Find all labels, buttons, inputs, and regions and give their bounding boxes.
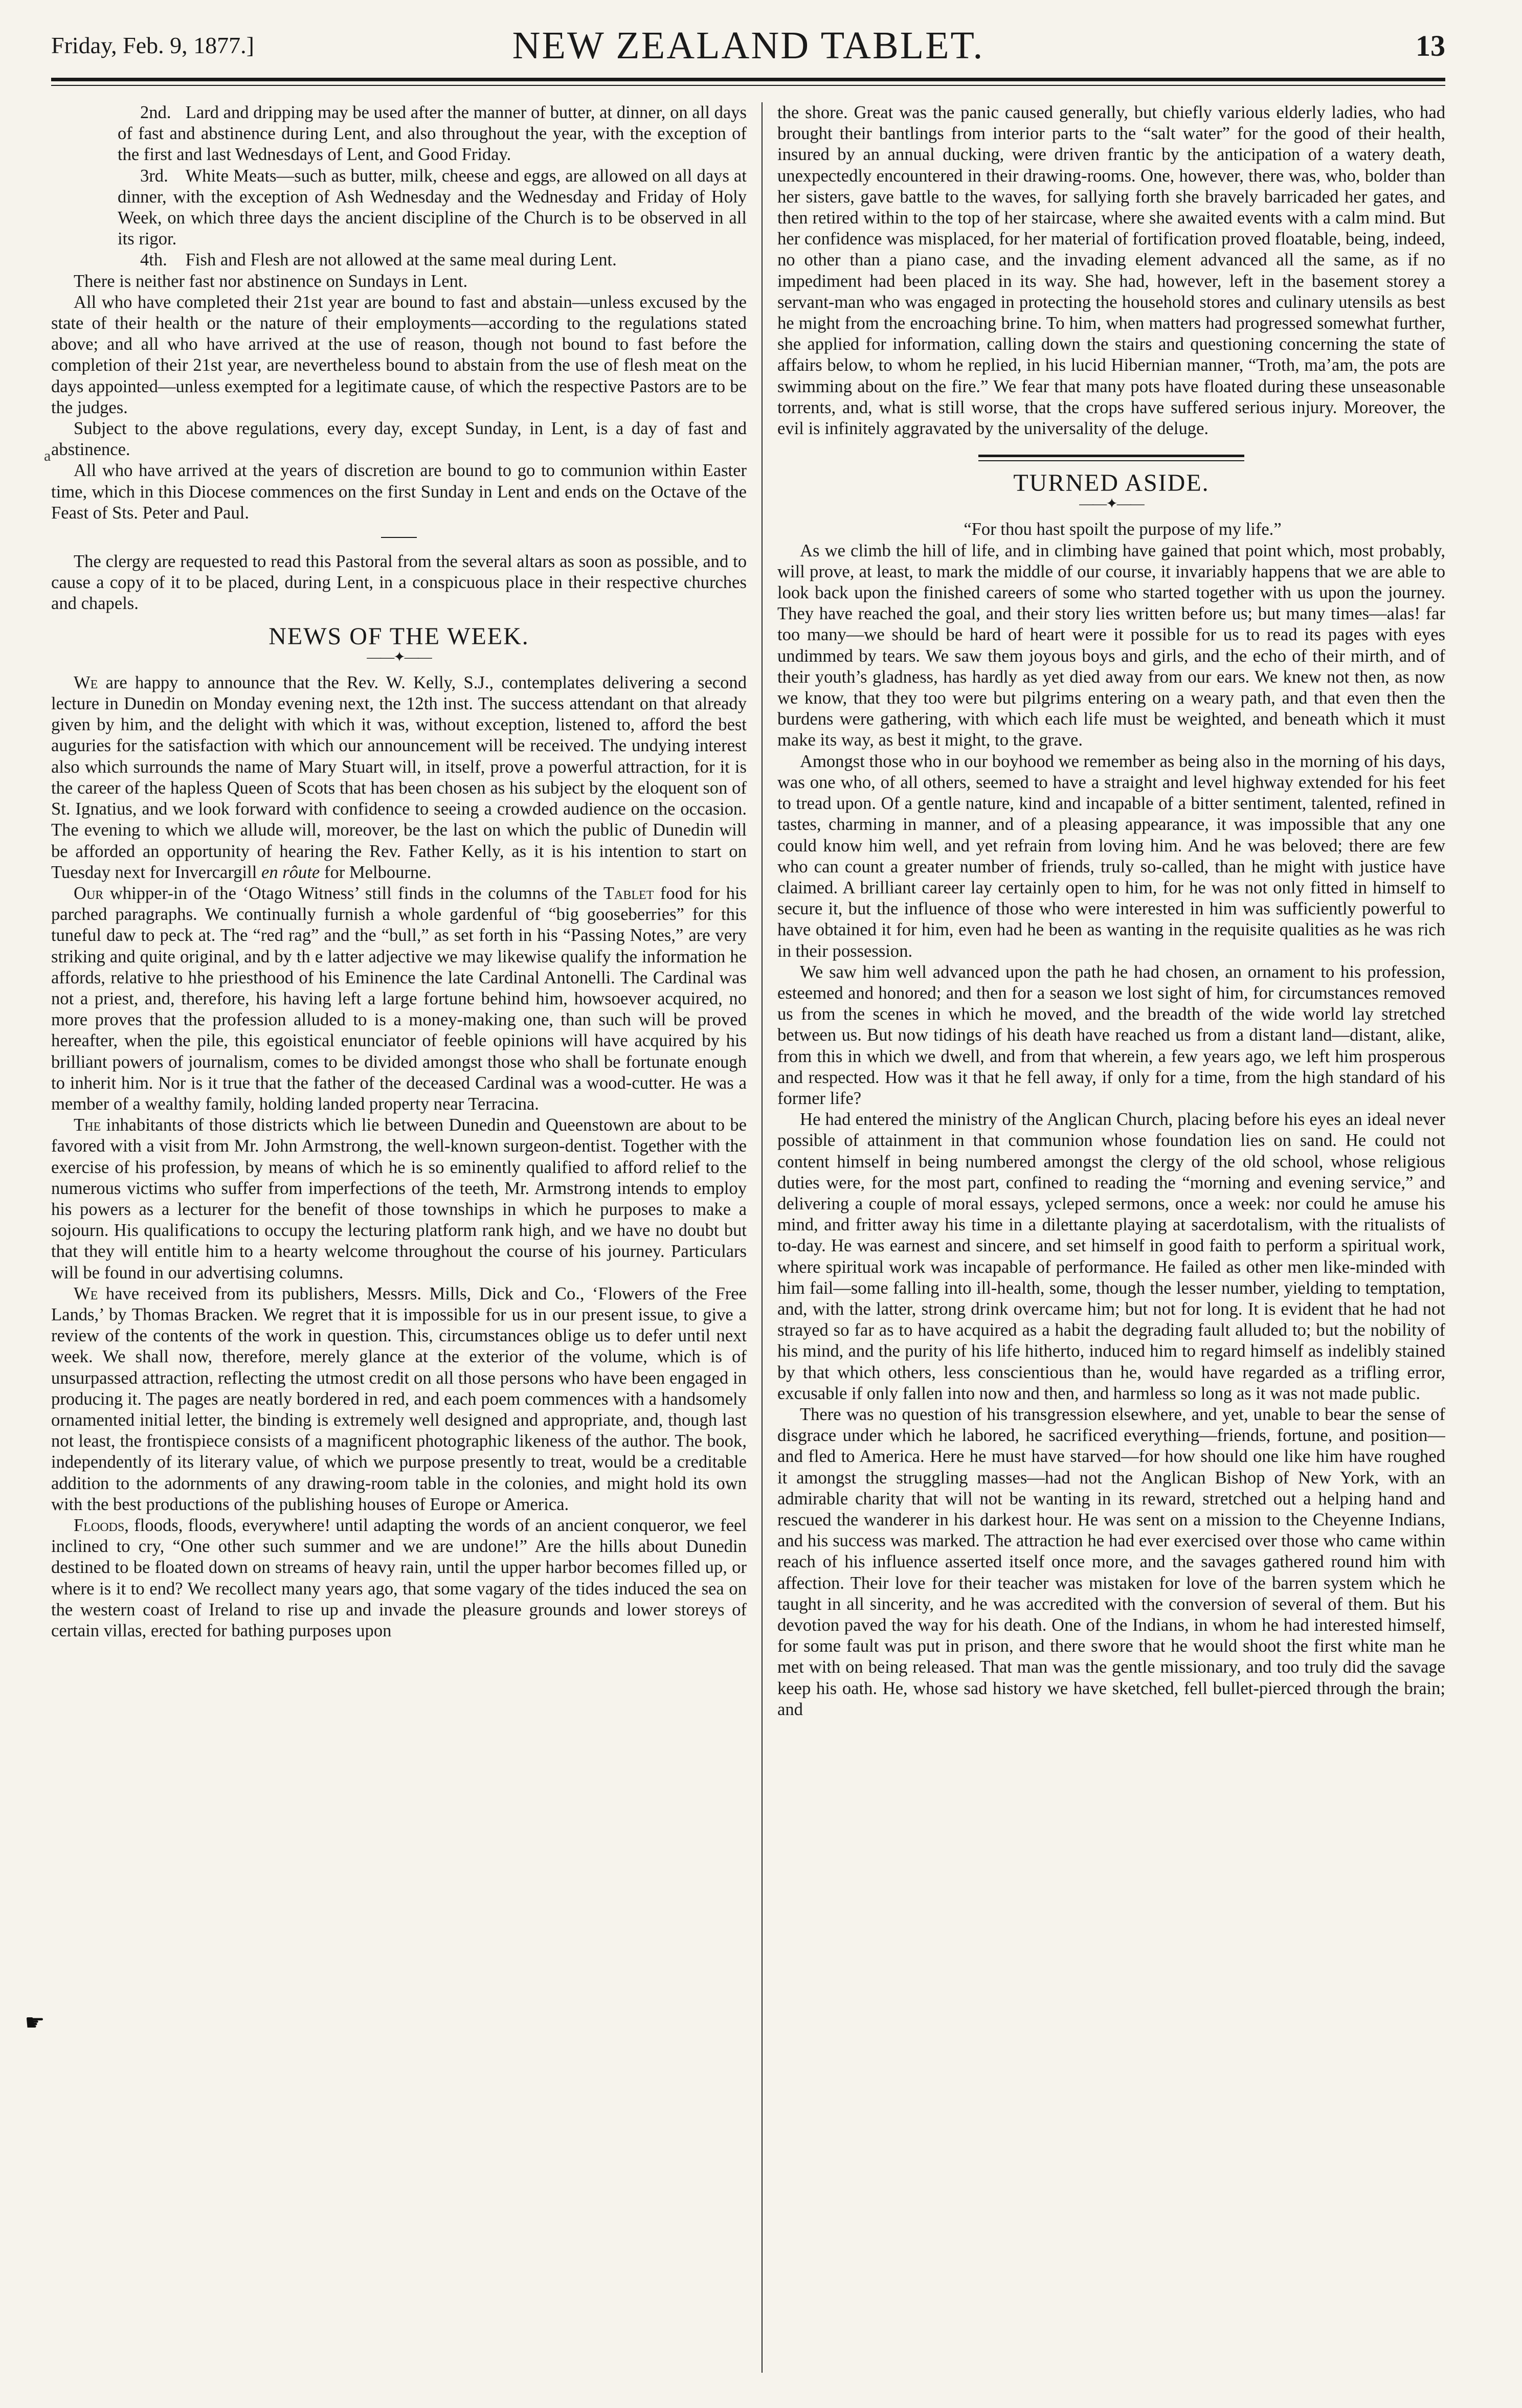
- paragraph: As we climb the hill of life, and in climbing have gained that point which, most probably, will prove, at least, to mark the middle of our course, it invariably happens that we are able to look back upon the finished careers of some who started together with us upon the journey. They have reached the goal, and their story lies written before us; but many times—alas! far too many—we should be hard of heart were it possible for us to read its pages with eyes undimmed by tears. We saw them joyous boys and girls, and the echo of their mirth, and of their youth’s gladness, has hardly as yet died away from our ears. We knew not then, as now we know, that they too were but pilgrims entering on a weary path, and that even then the burdens were gathering, with which each life must be weighted, and beneath which it must make its way, as best it might, to the grave.: [777, 541, 1445, 750]
- issue-date: Friday, Feb. 9, 1877.]: [51, 32, 254, 58]
- news-item: The inhabitants of those districts which lie between Dunedin and Queenstown are about to be favored with a visit from Mr. John Armstrong, the well-known surgeon-dentist. Together with the exercise of his profession, by means of which he is so eminently qualified to afford relief to the numerous victims who suffer from imperfections of the teeth, Mr. Armstrong intends to employ his powers as a lecturer for the benefit of those townships in which he purposes to make a sojourn. His qualifications to occupy the lecturing platform rank high, and we have no doubt but that they will entitle him to a hearty welcome throughout the course of his journey. Particulars will be found in our advertising columns.: [51, 1115, 747, 1282]
- article-heading: TURNED ASIDE.: [1013, 469, 1210, 497]
- paragraph: All who have arrived at the years of discretion are bound to go to communion within Easter time, which in this Diocese commences on the first Sunday in Lent and ends on the Octave of the Feast of Sts. Peter and Paul.: [51, 461, 747, 523]
- regulation-item: 3rd. White Meats—such as butter, milk, cheese and eggs, are allowed on all days at dinner, with the exception of Ash Wednesday and the Wednesday and Friday of Holy Week, on which three days the ancient discipline of the Church is to be observed in all its rigor.: [118, 166, 747, 249]
- news-item: Floods, floods, floods, everywhere! until adapting the words of an ancient conqueror, we feel inclined to cry, “One other such summer and we are undone!” Are the hills about Dunedin destined to be floated down on streams of heavy rain, until the upper harbor becomes filled up, or where is it to end? We recollect many years ago, that some vagary of the tides induced the sea on the western coast of Ireland to rise up and invade the pleasure grounds and lower storeys of certain villas, erected for bathing purposes upon: [51, 1516, 747, 1641]
- right-column: [777, 102, 1445, 2373]
- masthead-rule-thin: [51, 85, 1445, 86]
- news-item: We are happy to announce that the Rev. W. Kelly, S.J., contemplates delivering a second lecture in Dunedin on Monday evening next, the 12th inst. The success attendant on that already given by him, and the delight with which it was, without exception, listened to, afford the best auguries for the satisfaction with which our announcement will be received. The undying interest also which surrounds the name of Mary Stuart will, in itself, prove a powerful attraction, for it is the career of the hapless Queen of Scots that has been chosen as his subject by the eloquent son of St. Ignatius, and we look forward with confidence to seeing a crowded audience on the occasion. The evening to which we allude will, moreover, be the last on which the public of Dunedin will be afforded an opportunity of hearing the Rev. Father Kelly, as it is his intention to start on Tuesday next for Invercargill en rôute for Melbourne.: [51, 672, 747, 882]
- paragraph: The clergy are requested to read this Pastoral from the several altars as soon as possible, and to cause a copy of it to be placed, during Lent, in a conspicuous place in their respective churches and chapels.: [51, 552, 747, 614]
- paragraph: We saw him well advanced upon the path he had chosen, an ornament to his profession, esteemed and honored; and then for a season we lost sight of him, for circumstances removed us from the scenes in which he moved, and the breadth of the wide world lay stretched between us. But now tidings of his death have reached us from a distant land—distant, alike, from this in which we dwell, and from that wherein, a few years ago, we left him prosperous and respected. How was it that he fell away, if only for a time, from the high standard of his former life?: [777, 962, 1445, 1108]
- masthead-rule-thick: [51, 78, 1445, 81]
- paragraph: Amongst those who in our boyhood we remember as being also in the morning of his days, was one who, of all others, seemed to have a straight and level highway extended for his feet to tread upon. Of a gentle nature, kind and incapable of a bitter sentiment, talented, refined in tastes, charming in manner, and of a pleasing appearance, it was impossible that any one could know him well, and yet refrain from loving him. And he was beloved; there are few who can count a greater number of friends, truly so-called, than he might with justice have claimed. A brilliant career lay certainly open to him, for he was not only fitted in himself to secure it, but the influence of those who were interested in him was sufficiently powerful to have obtained it for him, even had he been as wanting in the requisite qualities as he was rich in their possession.: [777, 751, 1445, 961]
- newspaper-title: NEW ZEALAND TABLET.: [512, 24, 984, 67]
- news-item: We have received from its publishers, Messrs. Mills, Dick and Co., ‘Flowers of the Free Lands,’ by Thomas Bracken. We regret that it is impossible for us in our present issue, to give a review of the contents of the work in question. This, circumstances oblige us to defer until next week. We shall now, therefore, merely glance at the exterior of the volume, which is of unsurpassed attraction, reflecting the utmost credit on all those persons who have been engaged in producing it. The pages are neatly bordered in red, and each poem commences with a handsomely ornamented initial letter, the binding is extremely well designed and appropriate, and, though last not least, the frontispiece consists of a magnificent photographic likeness of the author. The book, independently of its literary value, of which we purpose presently to treat, would be a creditable addition to the adornments of any drawing-room table in the colonies, and might hold its own with the best productions of the publishing houses of Europe or America.: [51, 1284, 747, 1514]
- paragraph: Subject to the above regulations, every day, except Sunday, in Lent, is a day of fast and abstinence.: [51, 419, 747, 460]
- paragraph: He had entered the ministry of the Anglican Church, placing before his eyes an ideal never possible of attainment in that communion whose foundation lies on sand. He could not content himself in being numbered amongst the clergy of the old school, whose religious duties were, for the most part, confined to reading the “morning and evening service,” and delivering a couple of moral essays, ycleped sermons, once a week: nor could he amuse his mind, and fritter away his time in a dilettante playing at sacerdotalism, with the ritualists of to-day. He was earnest and sincere, and set himself in good faith to perform a spiritual work, where spiritual work was incapable of performance. He failed as other men like-minded with him fail—some falling into ill-health, some, though the lesser number, yielding to temptation, and, with the latter, strong drink overcame him; but not for long. It is evident that he had not strayed so far as to have acquired as a habit the degrading fault alluded to; but the nobility of his mind, and the purity of his life hitherto, induced him to regard himself as indelibly stained by that which others, less conscientious than he, would have regarded as a trifling error, excusable if only fallen into now and then, and harmless so long as it was not made public.: [777, 1110, 1445, 1403]
- paragraph: There was no question of his transgression elsewhere, and yet, unable to bear the sense of disgrace under which he labored, he sacrificed everything—friends, fortune, and position—and fled to America. Here he must have starved—for how should one like him have roughed it amongst the struggling masses—had not the Anglican Bishop of New York, with an admirable charity that will not be wanting in its reward, stretched out a helping hand and rescued the wanderer in his darkest hour. He was sent on a mission to the Cheyenne Indians, and his success was marked. The attraction he had ever exercised over those who came within reach of his influence asserted itself once more, and the savages gathered round him with affection. Their love for their teacher was mistaken for love of the barren system which he taught in all sincerity, and he was accredited with the conversion of several of them. But his devotion paved the way for his death. One of the Indians, in whom he had interested himself, for some fault was put in prison, and there swore that he would shoot the first white man he met with on being released. That man was the gentle missionary, and too truly did the savage keep his oath. He, whose sad history we have sketched, fell bullet-pierced through the brain; and: [777, 1404, 1445, 1719]
- news-item: Our whipper-in of the ‘Otago Witness’ still finds in the columns of the Tablet food for his parched paragraphs. We continually furnish a whole gardenful of “big gooseberries” for this tuneful daw to peck at. The “red rag” and the “bull,” as set forth in his “Passing Notes,” are very striking and quite original, and by th e latter adjective we may likewise qualify the information he affords, relative to hhe priesthood of his Eminence the late Cardinal Antonelli. The Cardinal was not a priest, and, therefore, his having left a large fortune behind him, howsoever acquired, no more proves that the profession alluded to is a money-making one, than such will be proved hereafter, when the pile, this egoistical enunciator of feeble opinions will have acquired by his brilliant powers of journalism, comes to be divided amongst those who shall be fortunate enough to inherit him. Nor is it true that the father of the deceased Cardinal was a wood-cutter. He was a member of a wealthy family, holding landed property near Terracina.: [51, 883, 747, 1114]
- pointing-hand-icon: ☛: [25, 2010, 45, 2035]
- left-column: [51, 102, 747, 2373]
- page-number: 13: [1416, 29, 1445, 62]
- section-double-rule: [978, 455, 1244, 461]
- column-divider: [762, 102, 763, 2373]
- regulation-item: 4th. Fish and Flesh are not allowed at the same meal during Lent.: [140, 250, 617, 270]
- news-heading: NEWS OF THE WEEK.: [268, 622, 529, 650]
- heading-ornament: ——✦——: [367, 649, 431, 665]
- regulation-item: 2nd. Lard and dripping may be used after the manner of butter, at dinner, on all days of fast and abstinence during Lent, and also throughout the year, with the exception of the first and last Wednesdays of Lent, and Good Friday.: [118, 103, 747, 165]
- margin-mark: a: [44, 447, 51, 464]
- paragraph: All who have completed their 21st year are bound to fast and abstain—unless excused by the state of their health or the nature of their employments—according to the regulations stated above; and all who have arrived at the use of reason, though not bound to fast before the completion of their 21st year, are nevertheless bound to abstain from the use of flesh meat on the days appointed—unless exempted for a legitimate cause, of which the respective Pastors are to be the judges.: [51, 292, 747, 417]
- masthead: [51, 20, 1445, 77]
- section-rule: [381, 537, 417, 538]
- paragraph: the shore. Great was the panic caused generally, but chiefly various elderly ladies, who had brought their bantlings from interior parts to the “salt water” for the good of their health, insured by an annual ducking, were driven frantic by the anticipation of a watery death, unexpectedly encountered in their drawing-rooms. One, however, there was, who, bolder than her sisters, gave battle to the waves, for sallying forth she bravely barricaded her gates, and then retired within to the top of her staircase, where she awaited events with a calm mind. But her confidence was misplaced, for her material of fortification proved floatable, being, indeed, no other than a piano case, and the invading element advanced all the same, as if no impediment had been placed in its way. She had, however, left in the basement storey a servant-man who was engaged in protecting the household stores and culinary utensils as best he might from the encroaching brine. To him, when matters had progressed somewhat further, she applied for information, calling down the stairs and questioning concerning the state of affairs below, to whom he replied, in his lucid Hibernian manner, “Troth, ma’am, the pots are swimming about on the fire.” We fear that many pots have floated during these unseasonable torrents, and, what is still worse, that the crops have suffered serious injury. Moreover, the evil is infinitely aggravated by the universality of the deluge.: [777, 103, 1445, 439]
- heading-ornament: ——✦——: [1079, 496, 1144, 512]
- paragraph: There is neither fast nor abstinence on Sundays in Lent.: [74, 271, 468, 291]
- epigraph: “For thou hast spoilt the purpose of my life.”: [964, 520, 1282, 539]
